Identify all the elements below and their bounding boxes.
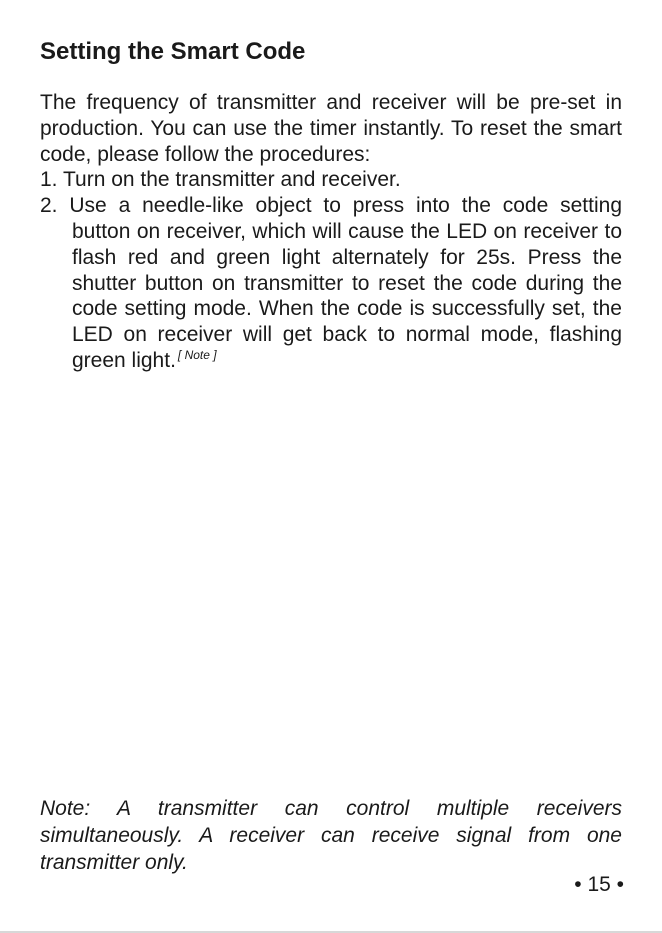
page-number: • 15 • [574,873,624,896]
page-heading: Setting the Smart Code [40,38,306,65]
intro-paragraph: The frequency of transmitter and receiver will be pre-set in production. You can use the timer instantly. To reset the smart code, please follow the procedures: [40,91,622,166]
step-2-text: 2. Use a needle-like object to press into the code setting button on receiver, which will cause the LED on receiver to flash red and green light alternately for 25s. Press the shutter button on transmitter to reset the code during the code setting mode. When the code is successfully set, the LED on receiver will get back to normal mode, flashing green light. [40,194,622,372]
step-1 [40,167,622,193]
step-2 [40,193,622,374]
step-2-container [40,193,622,374]
note-paragraph: Note: A transmitter can control multiple receivers simultaneously. A receiver can receive signal from one transmitter only. [40,797,622,874]
step-1-text: 1. Turn on the transmitter and receiver. [40,168,401,192]
note-reference: [ Note ] [177,347,217,362]
instructions-section [40,90,622,374]
